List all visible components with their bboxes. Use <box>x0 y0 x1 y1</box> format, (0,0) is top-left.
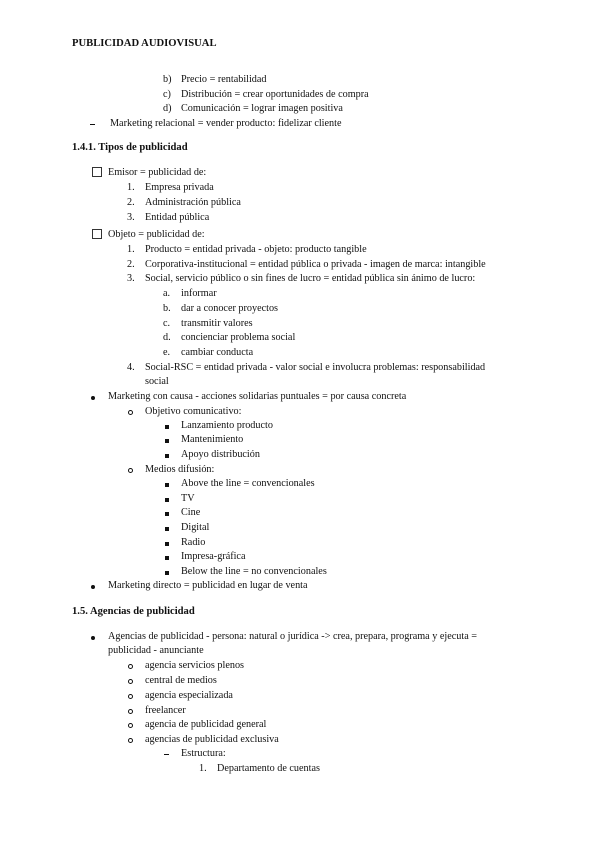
list-item: concienciar problema social <box>181 332 296 343</box>
list-item: Corporativa-institucional = entidad pública o privada - imagen de marca: intangible <box>145 259 486 270</box>
circle-bullet-icon <box>128 679 133 684</box>
bullet-icon <box>91 396 95 400</box>
list-item: central de medios <box>145 675 217 686</box>
circle-bullet-icon <box>128 723 133 728</box>
list-item: Departamento de cuentas <box>217 763 320 774</box>
list-item: Marketing con causa - acciones solidarias puntuales = por causa concreta <box>108 391 407 402</box>
list-marker: 2. <box>127 197 135 208</box>
list-item: Marketing relacional = vender producto: fidelizar cliente <box>110 118 342 129</box>
list-marker: d) <box>163 103 172 114</box>
list-item: informar <box>181 288 217 299</box>
list-item: TV <box>181 493 195 504</box>
square-bullet-icon <box>165 571 169 575</box>
list-marker: 3. <box>127 273 135 284</box>
list-item: Social, servicio público o sin fines de lucro = entidad pública sin ánimo de lucro: <box>145 273 476 284</box>
list-marker: 1. <box>199 763 207 774</box>
list-item: Entidad pública <box>145 212 210 223</box>
list-item: Mantenimiento <box>181 434 244 445</box>
circle-bullet-icon <box>128 664 133 669</box>
list-item: Empresa privada <box>145 182 214 193</box>
list-item: Comunicación = lograr imagen positiva <box>181 103 343 114</box>
list-item: Above the line = convencionales <box>181 478 315 489</box>
list-item: cambiar conducta <box>181 347 254 358</box>
dash-bullet <box>90 124 95 125</box>
list-item: Radio <box>181 537 206 548</box>
list-marker: d. <box>163 332 171 343</box>
bullet-icon <box>91 636 95 640</box>
list-item: dar a conocer proyectos <box>181 303 279 314</box>
list-item: Administración pública <box>145 197 241 208</box>
checkbox-icon <box>92 167 102 177</box>
list-item: Objetivo comunicativo: <box>145 406 242 417</box>
square-bullet-icon <box>165 425 169 429</box>
square-bullet-icon <box>165 454 169 458</box>
checkbox-icon <box>92 229 102 239</box>
list-marker: 3. <box>127 212 135 223</box>
list-marker: c) <box>163 89 171 100</box>
bullet-icon <box>91 585 95 589</box>
list-item: Medios difusión: <box>145 464 215 475</box>
dash-bullet <box>164 754 169 755</box>
list-marker: b) <box>163 74 172 85</box>
list-item: Objeto = publicidad de: <box>108 229 205 240</box>
list-marker: 4. <box>127 362 135 373</box>
section-heading: 1.5. Agencias de publicidad <box>72 606 195 617</box>
list-item: agencias de publicidad exclusiva <box>145 734 279 745</box>
square-bullet-icon <box>165 498 169 502</box>
list-item: Below the line = no convencionales <box>181 566 327 577</box>
list-marker: 1. <box>127 244 135 255</box>
list-item-continuation: publicidad - anunciante <box>108 645 204 656</box>
list-item: agencia servicios plenos <box>145 660 245 671</box>
list-item: Agencias de publicidad - persona: natural o jurídica -> crea, prepara, programa y ejecuta = <box>108 631 478 642</box>
list-marker: 1. <box>127 182 135 193</box>
list-item: freelancer <box>145 705 186 716</box>
list-marker: a. <box>163 288 171 299</box>
list-marker: 2. <box>127 259 135 270</box>
list-marker: c. <box>163 318 171 329</box>
list-marker: b. <box>163 303 171 314</box>
list-item: Impresa-gráfica <box>181 551 246 562</box>
square-bullet-icon <box>165 439 169 443</box>
circle-bullet-icon <box>128 694 133 699</box>
list-item: Lanzamiento producto <box>181 420 273 431</box>
square-bullet-icon <box>165 556 169 560</box>
document-title: PUBLICIDAD AUDIOVISUAL <box>72 38 217 49</box>
circle-bullet-icon <box>128 410 133 415</box>
list-item: Marketing directo = publicidad en lugar de venta <box>108 580 308 591</box>
circle-bullet-icon <box>128 468 133 473</box>
list-item: Precio = rentabilidad <box>181 74 267 85</box>
square-bullet-icon <box>165 512 169 516</box>
section-heading: 1.4.1. Tipos de publicidad <box>72 142 188 153</box>
list-item: transmitir valores <box>181 318 253 329</box>
list-item: agencia de publicidad general <box>145 719 267 730</box>
square-bullet-icon <box>165 527 169 531</box>
list-item: Digital <box>181 522 210 533</box>
list-item: agencia especializada <box>145 690 233 701</box>
list-item: Producto = entidad privada - objeto: producto tangible <box>145 244 367 255</box>
list-item: Apoyo distribución <box>181 449 260 460</box>
list-item: Emisor = publicidad de: <box>108 167 207 178</box>
list-item-continuation: social <box>145 376 169 387</box>
list-item: Distribución = crear oportunidades de compra <box>181 89 369 100</box>
circle-bullet-icon <box>128 738 133 743</box>
list-item: Social-RSC = entidad privada - valor social e involucra problemas: responsabilidad <box>145 362 486 373</box>
circle-bullet-icon <box>128 709 133 714</box>
list-item: Cine <box>181 507 201 518</box>
square-bullet-icon <box>165 483 169 487</box>
square-bullet-icon <box>165 542 169 546</box>
list-marker: e. <box>163 347 171 358</box>
list-item: Estructura: <box>181 748 226 759</box>
